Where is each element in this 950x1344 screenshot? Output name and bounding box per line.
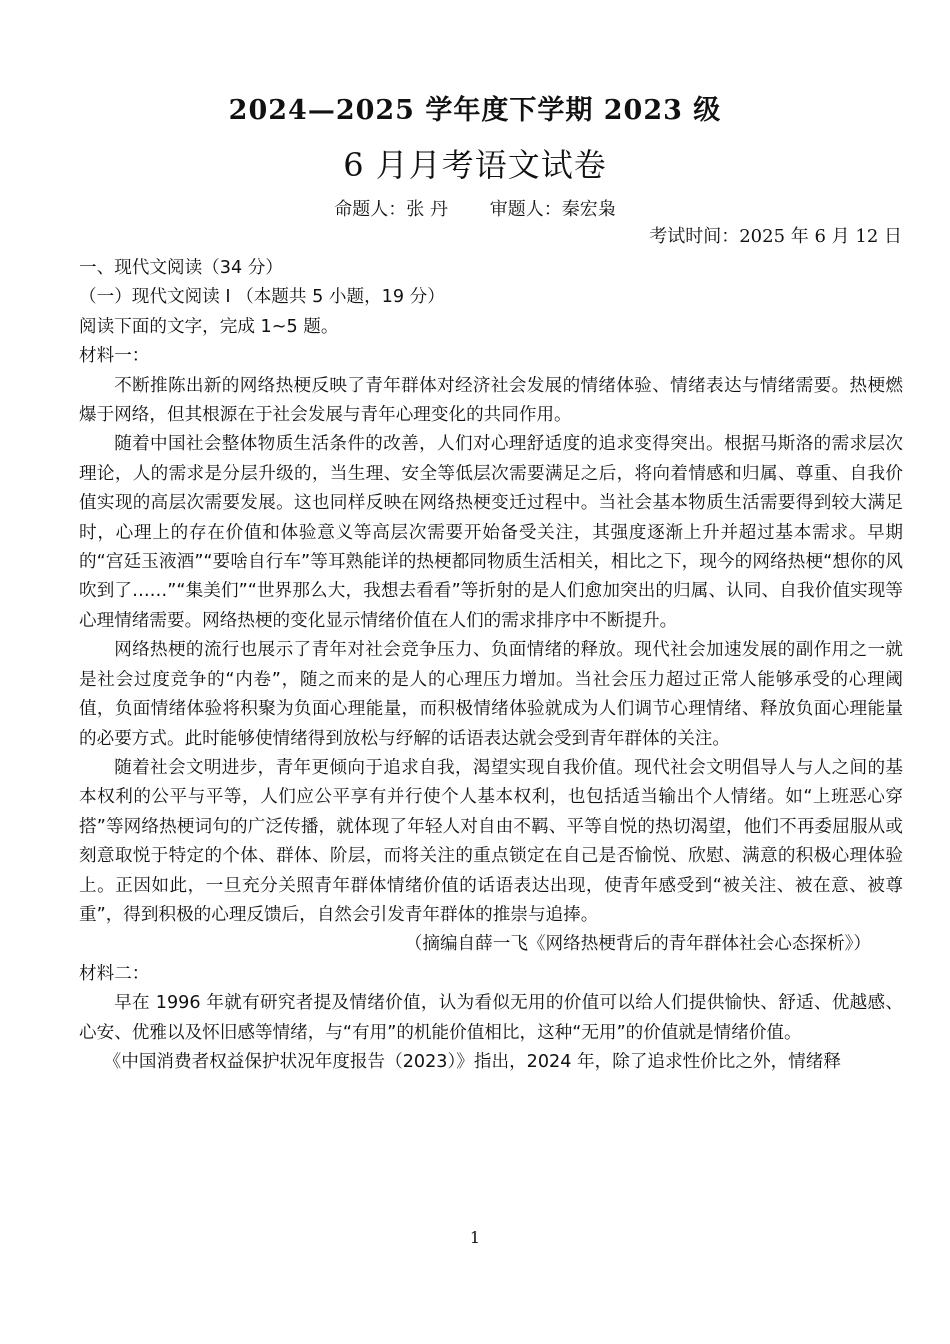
material1-paragraph-2: 随着中国社会整体物质生活条件的改善，人们对心理舒适度的追求变得突出。根据马斯洛的需求层次理论，人的需求是分层升级的，当生理、安全等低层次需要满足之后，将向着情感和归属、尊重、自我价值实现的高层次需要发展。这也同样反映在网络热梗变迁过程中。当社会基本物质生活需要得到较大满足时，心理上的存在价值和体验意义等高层次需要开始备受关注，其强度逐渐上升并超过基本需求。早期的“宫廷玉液酒”“要啥自行车”等耳熟能详的热梗都同物质生活相关，相比之下，现今的网络热梗“想你的风吹到了……”“集美们”“世界那么大，我想去看看”等折射的是人们愈加突出的归属、认同、自我价值实现等心理情绪需要。网络热梗的变化显示情绪价值在人们的需求排序中不断提升。 [79, 434, 903, 631]
material2-paragraph-1: 早在 1996 年就有研究者提及情绪价值，认为看似无用的价值可以给人们提供愉快、舒适、优越感、心安、优雅以及怀旧感等情绪，与“有用”的机能价值相比，这种“无用”的价值就是情绪价值。 [79, 993, 903, 1043]
authors-line [0, 195, 950, 221]
material1-paragraph-4: 随着社会文明进步，青年更倾向于追求自我，渴望实现自我价值。现代社会文明倡导人与人之间的基本权利的公平与平等，人们应公平享有并行使个人基本权利，也包括适当输出个人情绪。如“上班恶心穿搭”等网络热梗词句的广泛传播，就体现了年轻人对自由不羁、平等自悦的热切渴望，他们不再委屈服从或刻意取悦于特定的个体、群体、阶层，而将关注的重点锁定在自己是否愉悦、欣慰、满意的积极心理体验上。正因如此，一旦充分关照青年群体情绪价值的话语表达出现，使青年感受到“被关注、被在意、被尊重”，得到积极的心理反馈后，自然会引发青年群体的推崇与追捧。 [79, 757, 903, 925]
sub-section-heading: （一）现代文阅读 I （本题共 5 小题，19 分） [79, 287, 445, 308]
instruction-text: 阅读下面的文字，完成 1~5 题。 [79, 316, 339, 337]
material1-source: （摘编自薛一飞《网络热梗背后的青年群体社会心态探析》） [404, 934, 871, 955]
material1-paragraph-1: 不断推陈出新的网络热梗反映了青年群体对经济社会发展的情绪体验、情绪表达与情绪需要。热梗燃爆于网络，但其根源在于社会发展与青年心理变化的共同作用。 [79, 375, 903, 426]
reviewer-text: 审题人：秦宏枭 [489, 199, 616, 220]
main-content [79, 254, 903, 1077]
exam-title-line1: 2024—2025 学年度下学期 2023 级 [228, 95, 722, 126]
material2-label: 材料二： [79, 963, 150, 984]
material2-paragraph-2: 《中国消费者权益保护状况年度报告（2023）》指出，2024 年，除了追求性价比之外，情绪释 [103, 1051, 841, 1072]
material1-paragraph-3: 网络热梗的流行也展示了青年对社会竞争压力、负面情绪的释放。现代社会加速发展的副作用之一就是社会过度竞争的“内卷”，随之而来的是人的心理压力增加。当社会压力超过正常人能够承受的心理阈值，负面情绪体验将积聚为负面心理能量，而积极情绪体验就成为人们调节心理情绪、释放负面心理能量的必要方式。此时能够使情绪得到放松与纾解的话语表达就会受到青年群体的关注。 [79, 640, 903, 749]
exam-time: 考试时间：2025 年 6 月 12 日 [649, 226, 902, 247]
author-text: 命题人：张 丹 [334, 199, 448, 220]
exam-title-line2: 6 月月考语文试卷 [343, 146, 607, 184]
page-number: 1 [469, 1228, 481, 1247]
section-heading: 一、现代文阅读（34 分） [79, 258, 283, 278]
material1-label: 材料一： [79, 346, 150, 367]
